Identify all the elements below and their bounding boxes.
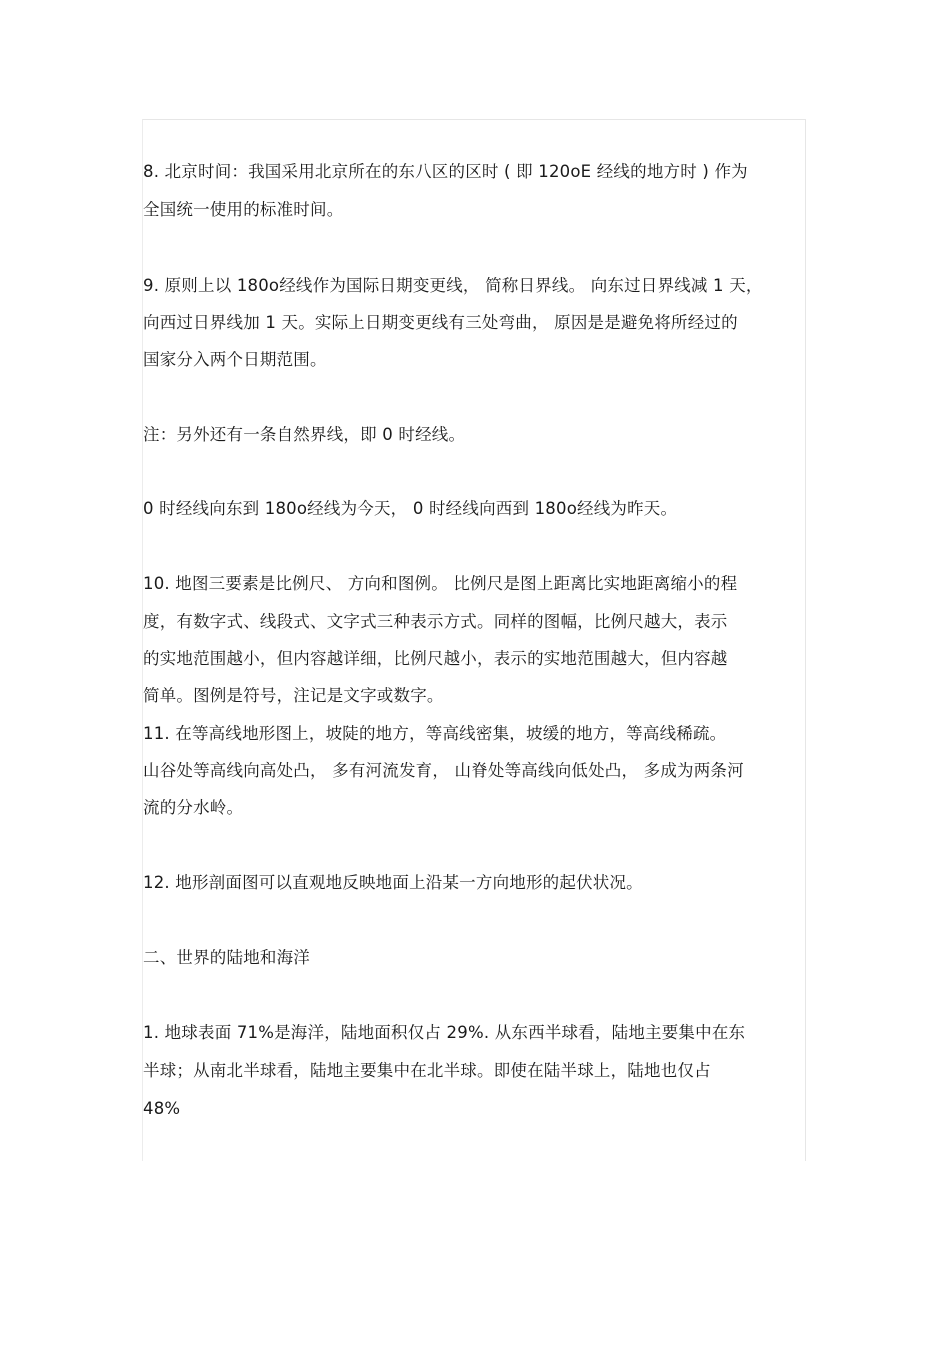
paragraph-10-line-3: 的实地范围越小，但内容越详细，比例尺越小，表示的实地范围越大，但内容越 xyxy=(143,649,728,668)
paragraph-10-line-1: 10. 地图三要素是比例尺、 方向和图例。 比例尺是图上距离比实地距离缩小的程 xyxy=(143,574,738,593)
section-heading: 二、世界的陆地和海洋 xyxy=(143,948,310,967)
paragraph-11-line-1: 11. 在等高线地形图上，坡陡的地方，等高线密集，坡缓的地方，等高线稀疏。 xyxy=(143,724,727,743)
note-2-line-1: 0 时经线向东到 180o经线为今天， 0 时经线向西到 180o经线为昨天。 xyxy=(143,499,678,518)
paragraph-11-line-2: 山谷处等高线向高处凸， 多有河流发育， 山脊处等高线向低处凸， 多成为两条河 xyxy=(143,761,744,780)
paragraph-11-line-3: 流的分水岭。 xyxy=(143,798,244,817)
paragraph-8-line-1: 8. 北京时间：我国采用北京所在的东八区的区时 ( 即 120oE 经线的地方时 ) 作为 xyxy=(143,162,748,181)
paragraph-9-line-1: 9. 原则上以 180o经线作为国际日期变更线， 简称日界线。 向东过日界线减 1 天， xyxy=(143,276,763,295)
note-line-1: 注：另外还有一条自然界线，即 0 时经线。 xyxy=(143,425,466,444)
paragraph-10-line-2: 度，有数字式、线段式、文字式三种表示方式。同样的图幅，比例尺越大，表示 xyxy=(143,612,728,631)
paragraph-10-line-4: 简单。图例是符号，注记是文字或数字。 xyxy=(143,686,444,705)
section-1-line-2: 半球；从南北半球看，陆地主要集中在北半球。即使在陆半球上，陆地也仅占 xyxy=(143,1061,711,1080)
paragraph-12-line-1: 12. 地形剖面图可以直观地反映地面上沿某一方向地形的起伏状况。 xyxy=(143,873,643,892)
section-1-line-1: 1. 地球表面 71%是海洋，陆地面积仅占 29%. 从东西半球看，陆地主要集中在东 xyxy=(143,1023,746,1042)
paragraph-9-line-2: 向西过日界线加 1 天。实际上日期变更线有三处弯曲， 原因是是避免将所经过的 xyxy=(143,313,738,332)
section-1-line-3: 48% xyxy=(143,1099,181,1118)
paragraph-9-line-3: 国家分入两个日期范围。 xyxy=(143,350,327,369)
paragraph-8-line-2: 全国统一使用的标准时间。 xyxy=(143,200,344,219)
